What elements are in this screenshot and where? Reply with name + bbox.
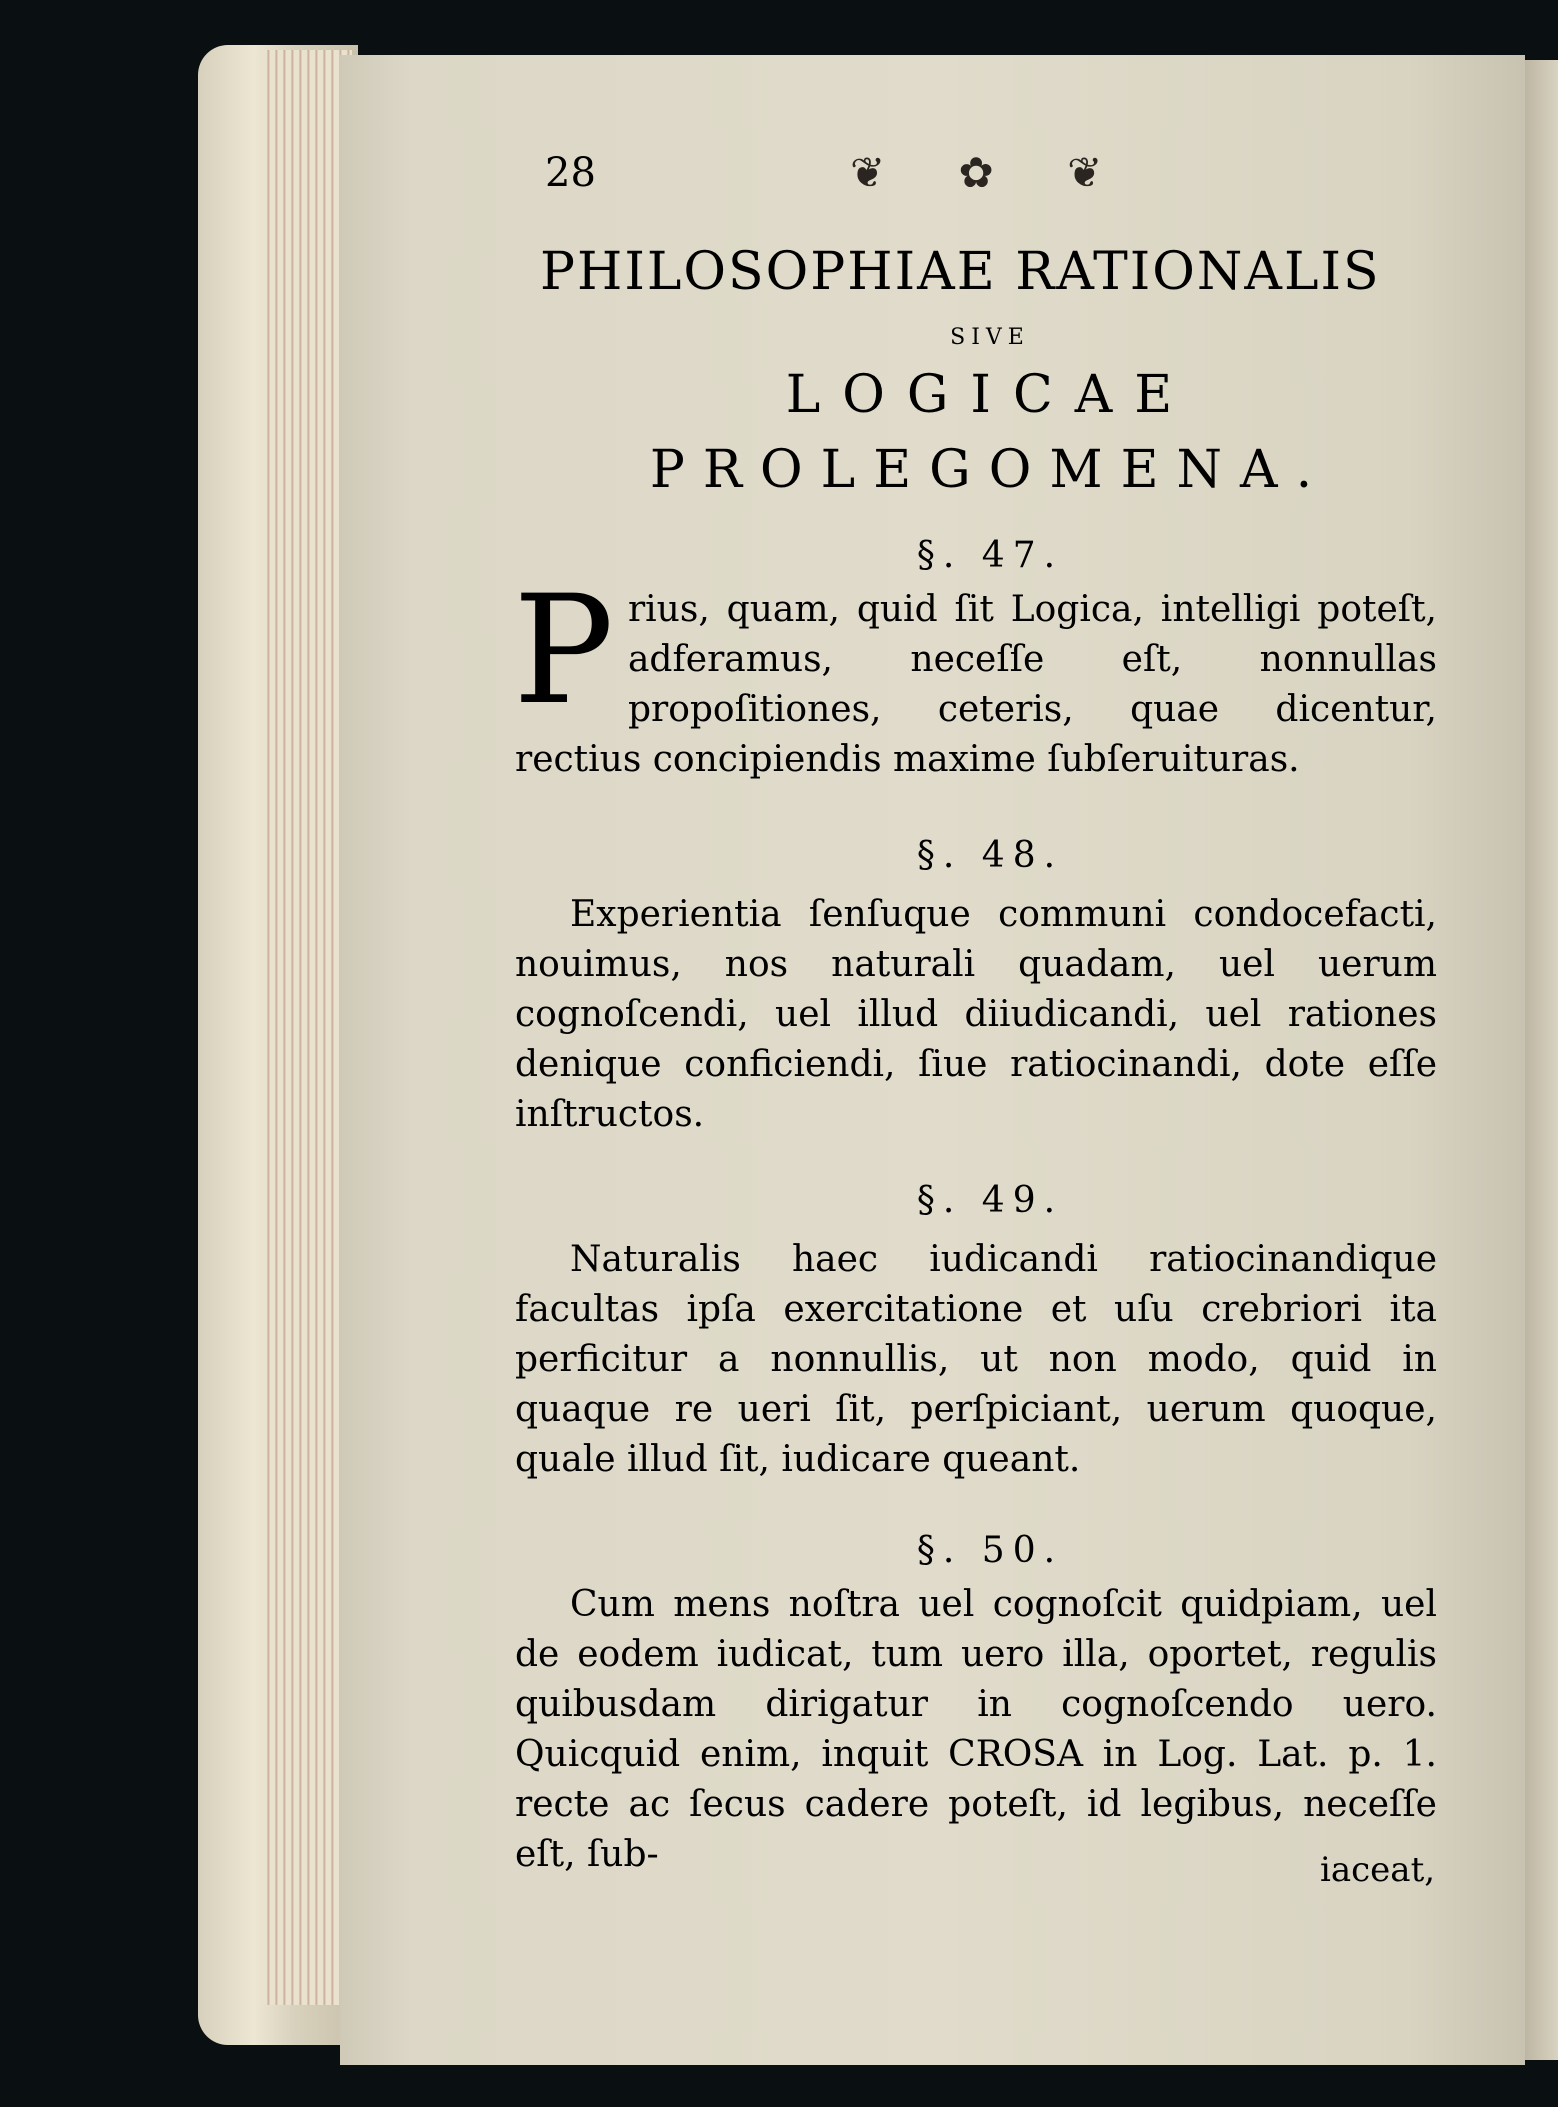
- section-heading-48: §. 48.: [916, 835, 1064, 876]
- paragraph-text: Cum mens noſtra uel cognoſcit quidpiam, uel de eodem iudicat, tum uero illa, oportet, regulis quibusdam dirigatur in cognoſcendo uero. Quicquid enim, inquit CROSA in Log. Lat. p. 1. recte ac ſecus cadere poteſt, id legibus, neceſſe eſt, ſub-: [515, 1584, 1437, 1875]
- page-title: PHILOSOPHIAE RATIONALIS: [540, 242, 1381, 302]
- section-heading-50: §. 50.: [916, 1530, 1064, 1571]
- drop-cap: P: [513, 564, 614, 738]
- catchword: iaceat,: [1320, 1850, 1436, 1890]
- paragraph-47: [513, 564, 1437, 785]
- paragraph-48: [515, 890, 1437, 1140]
- section-heading-47: §. 47.: [916, 535, 1064, 576]
- paragraph-text: Experientia ſenſuque communi condocefacti, nouimus, nos naturali quadam, uel uerum cognoſcendi, uel illud diiudicandi, uel rationes denique conficiendi, ſiue ratiocinandi, dote eſſe inſtructos.: [515, 894, 1437, 1135]
- paragraph-49: [515, 1235, 1437, 1485]
- header-ornament: ❦ ✿ ❦: [850, 148, 1133, 197]
- page-edges: [262, 50, 352, 2005]
- paragraph-50: [515, 1580, 1437, 1880]
- page-number: 28: [545, 150, 596, 196]
- section-heading-49: §. 49.: [916, 1180, 1064, 1221]
- subtitle-logicae: LOGICAE: [785, 365, 1195, 425]
- subtitle-prolegomena: PROLEGOMENA.: [649, 440, 1331, 500]
- running-header: [545, 150, 1185, 210]
- paragraph-text: Naturalis haec iudicandi ratiocinandique facultas ipſa exercitatione et uſu crebriori ita perficitur a nonnullis, ut non modo, quid in quaque re ueri ſit, perſpiciant, uerum quoque, quale illud ſit, iudicare queant.: [515, 1239, 1437, 1480]
- title-conjunction: SIVE: [950, 325, 1030, 350]
- paragraph-text: rius, quam, quid ſit Logica, intelligi poteſt, adferamus, neceſſe eſt, nonnullas propoſitiones, ceteris, quae dicentur, rectius concipiendis maxime ſubſeruituras.: [515, 589, 1437, 780]
